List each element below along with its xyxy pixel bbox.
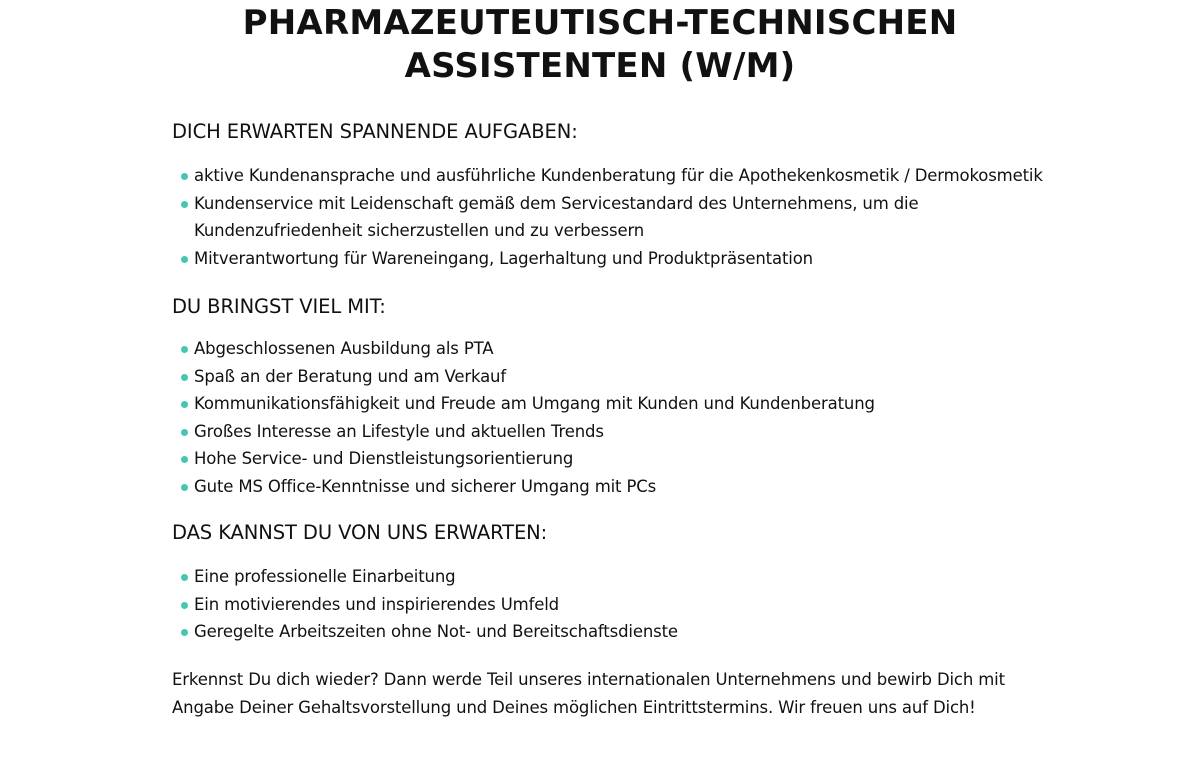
bullet-icon (181, 602, 188, 609)
section-requirements (172, 293, 1072, 500)
job-title-line-1: PHARMAZEUTEUTISCH-TECHNISCHEN (242, 3, 958, 43)
list-item-text: Kommunikationsfähigkeit und Freude am Umgang mit Kunden und Kundenberatung (194, 394, 875, 413)
job-title (0, 2, 1200, 88)
list-item (172, 245, 1072, 273)
list-item (172, 190, 1072, 245)
bullet-icon (181, 456, 188, 463)
closing-paragraph: Erkennst Du dich wieder? Dann werde Teil unseres internationalen Unternehmens und bewirb Dich mit Angabe Deiner Gehaltsvorstellung und Deines möglichen Eintrittstermins. Wir freuen uns auf Dich! (172, 669, 1005, 717)
list-item (172, 335, 1072, 363)
bullet-icon (181, 346, 188, 353)
list-item-text: Gute MS Office-Kenntnisse und sicherer Umgang mit PCs (194, 476, 657, 496)
bullet-icon (181, 173, 188, 180)
list-item (172, 563, 1072, 591)
offer-list (172, 563, 1072, 646)
list-item-text: Hohe Service- und Dienstleistungsorientierung (194, 449, 574, 468)
list-item-text: Großes Interesse an Lifestyle und aktuellen Trends (194, 421, 604, 441)
section-heading-tasks: DICH ERWARTEN SPANNENDE AUFGABEN: (172, 120, 578, 143)
list-item-text: Ein motivierendes und inspirierendes Umfeld (194, 594, 559, 614)
list-item (172, 363, 1072, 391)
bullet-icon (181, 201, 188, 208)
list-item-text: Kundenservice mit Leidenschaft gemäß dem Servicestandard des Unternehmens, um die Kundenzufriedenheit sicherzustellen und zu verbessern (194, 193, 919, 240)
list-item-text: Eine professionelle Einarbeitung (194, 567, 456, 586)
list-item-text: Mitverantwortung für Wareneingang, Lagerhaltung und Produktpräsentation (194, 248, 813, 268)
section-offer (172, 519, 1072, 646)
section-tasks (172, 118, 1072, 272)
list-item-text: Spaß an der Beratung und am Verkauf (194, 366, 507, 386)
list-item-text: Abgeschlossenen Ausbildung als PTA (194, 339, 494, 358)
bullet-icon (181, 256, 188, 263)
list-item (172, 618, 1072, 646)
job-description (172, 118, 1072, 738)
list-item (172, 445, 1072, 473)
bullet-icon (181, 574, 188, 581)
list-item-text: aktive Kundenansprache und ausführliche Kundenberatung für die Apothekenkosmetik / Dermokosmetik (194, 166, 1043, 185)
list-item (172, 591, 1072, 619)
bullet-icon (181, 401, 188, 408)
list-item (172, 390, 1072, 418)
section-heading-requirements: DU BRINGST VIEL MIT: (172, 295, 386, 318)
list-item-text: Geregelte Arbeitszeiten ohne Not- und Bereitschaftsdienste (194, 622, 678, 641)
bullet-icon (181, 629, 188, 636)
list-item (172, 418, 1072, 446)
bullet-icon (181, 374, 188, 381)
list-item (172, 162, 1072, 190)
section-heading-offer: DAS KANNST DU VON UNS ERWARTEN: (172, 521, 548, 544)
list-item (172, 473, 1072, 501)
bullet-icon (181, 484, 188, 491)
requirements-list (172, 335, 1072, 500)
bullet-icon (181, 429, 188, 436)
job-title-line-2: ASSISTENTEN (W/M) (404, 46, 796, 86)
tasks-list (172, 162, 1072, 272)
